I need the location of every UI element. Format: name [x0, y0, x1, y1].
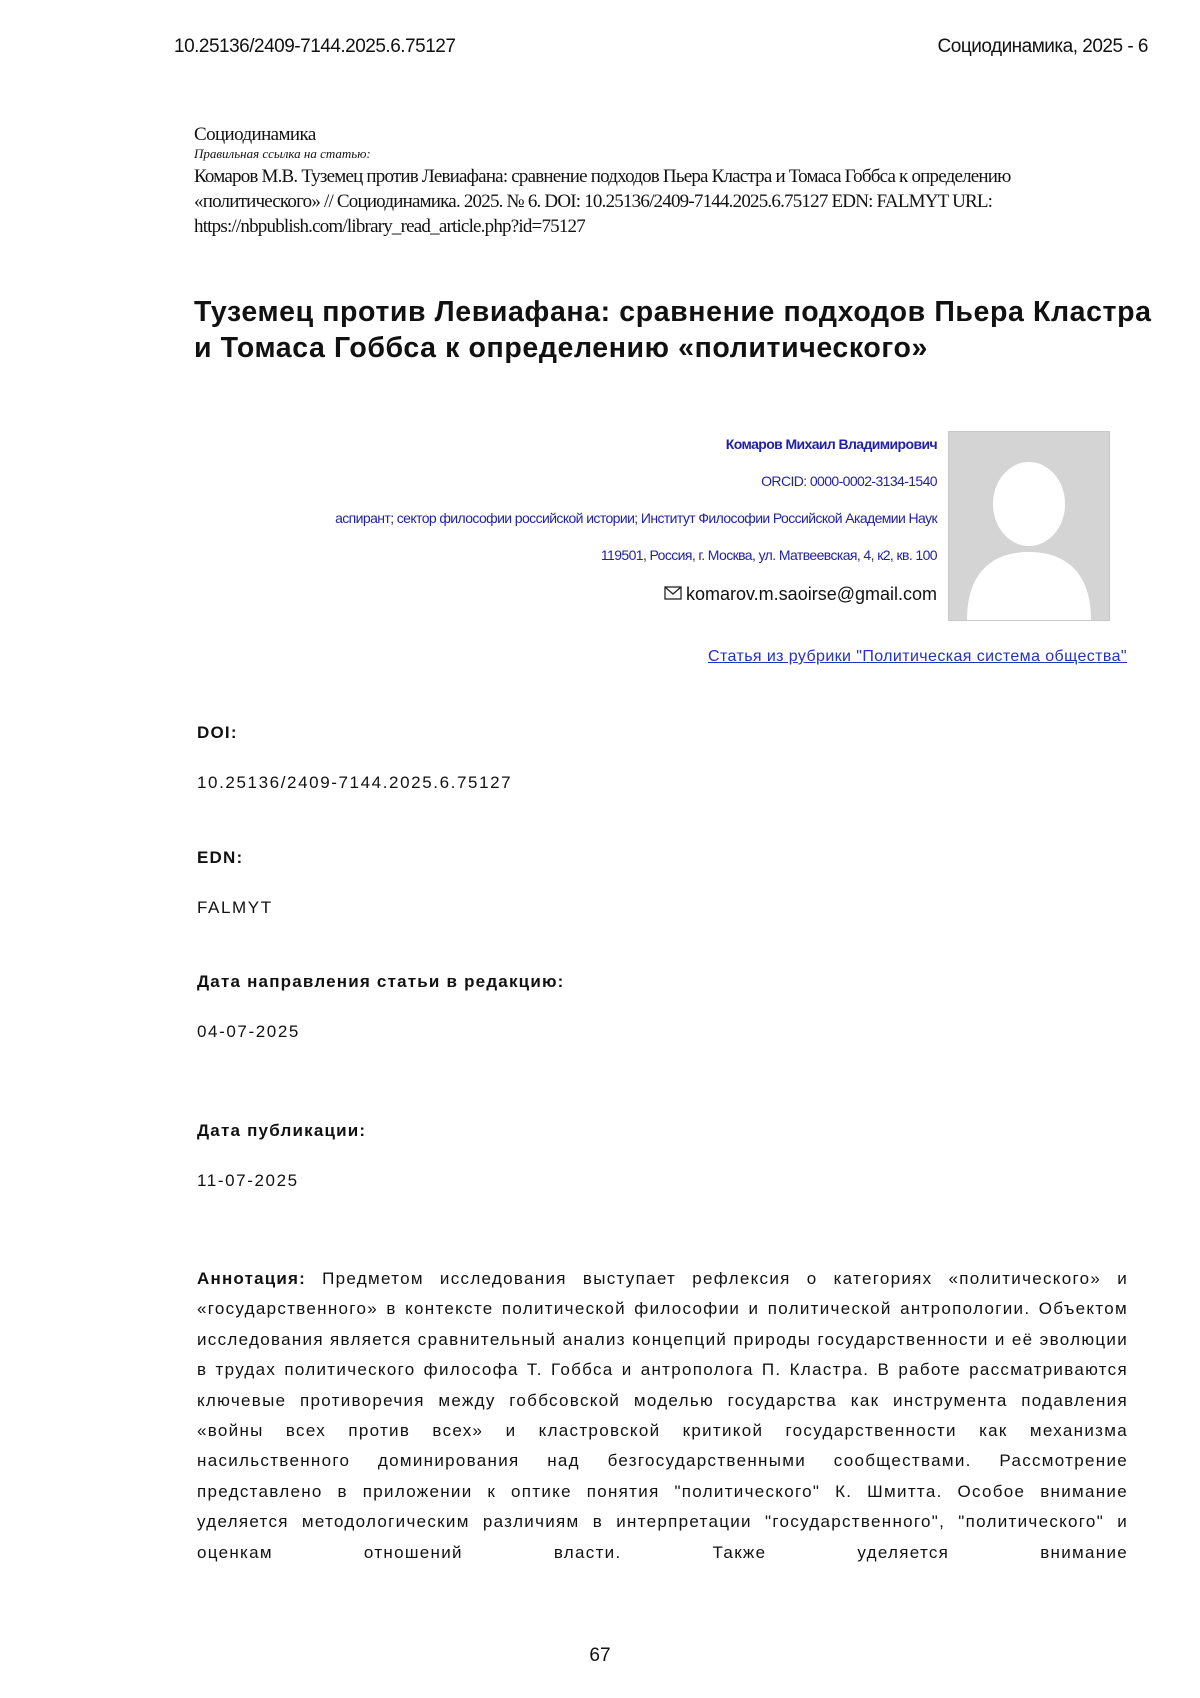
author-address: 119501, Россия, г. Москва, ул. Матвеевская, 4, к2, кв. 100 — [601, 547, 937, 563]
author-email[interactable]: komarov.m.saoirse@gmail.com — [686, 584, 937, 605]
header-journal-issue: Социодинамика, 2025 - 6 — [938, 36, 1148, 58]
submitted-label: Дата направления статьи в редакцию: — [197, 972, 565, 992]
author-affiliation: аспирант; сектор философии российской истории; Институт Философии Российской Академии Наук — [335, 510, 937, 526]
abstract-text: Предметом исследования выступает рефлексия о категориях «политического» и «государственного» в контексте политической философии и политической антропологии. Объектом исследования является сравнительный анализ концепций природы государственности и её эволюции в трудах политического философа Т. Гоббса и антрополога П. Кластра. В работе рассматриваются ключевые противоречия между гоббсовской моделью государства как инструмента подавления «войны всех против всех» и кластровской критикой государственности как механизма насильственного доминирования над безгосударственными сообществами. Рассмотрение представлено в приложении к оптике понятия "политического" К. Шмитта. Особое внимание уделяется методологическим различиям в интерпретации "государственного", "политического" и оценкам отношений власти. Также уделяется внимание — [197, 1269, 1128, 1562]
avatar — [948, 431, 1110, 621]
published-label: Дата публикации: — [197, 1121, 366, 1141]
person-silhouette-icon — [949, 432, 1109, 620]
abstract-label: Аннотация: — [197, 1269, 306, 1288]
rubric-link[interactable]: Статья из рубрики "Политическая система общества" — [708, 648, 1127, 666]
doi-label: DOI: — [197, 723, 238, 743]
published-value: 11-07-2025 — [197, 1171, 299, 1191]
citation-text: Комаров М.В. Туземец против Левиафана: сравнение подходов Пьера Кластра и Томаса Гоббса к определению «политического» // Социодинамика. 2025. № 6. DOI: 10.25136/2409-7144.2025.6.75127 EDN: FALMYT URL: https://nbpublish.com/library_read_article.php?id=75127 — [194, 164, 1134, 239]
author-name: Комаров Михаил Владимирович — [726, 436, 937, 452]
page-number: 67 — [0, 1645, 1200, 1667]
submitted-value: 04-07-2025 — [197, 1022, 300, 1042]
citation-label: Правильная ссылка на статью: — [194, 146, 1134, 162]
doi-value: 10.25136/2409-7144.2025.6.75127 — [197, 773, 512, 793]
abstract — [197, 1264, 1128, 1568]
header-doi: 10.25136/2409-7144.2025.6.75127 — [174, 36, 455, 58]
article-title: Туземец против Левиафана: сравнение подходов Пьера Кластра и Томаса Гоббса к определению «политического» — [194, 294, 1154, 366]
citation-block — [194, 124, 1134, 239]
citation-journal: Социодинамика — [194, 124, 1134, 146]
edn-label: EDN: — [197, 848, 243, 868]
envelope-icon — [664, 584, 682, 605]
author-orcid[interactable]: ORCID: 0000-0002-3134-1540 — [761, 473, 937, 489]
edn-value: FALMYT — [197, 898, 273, 918]
author-email-row[interactable] — [664, 584, 937, 605]
